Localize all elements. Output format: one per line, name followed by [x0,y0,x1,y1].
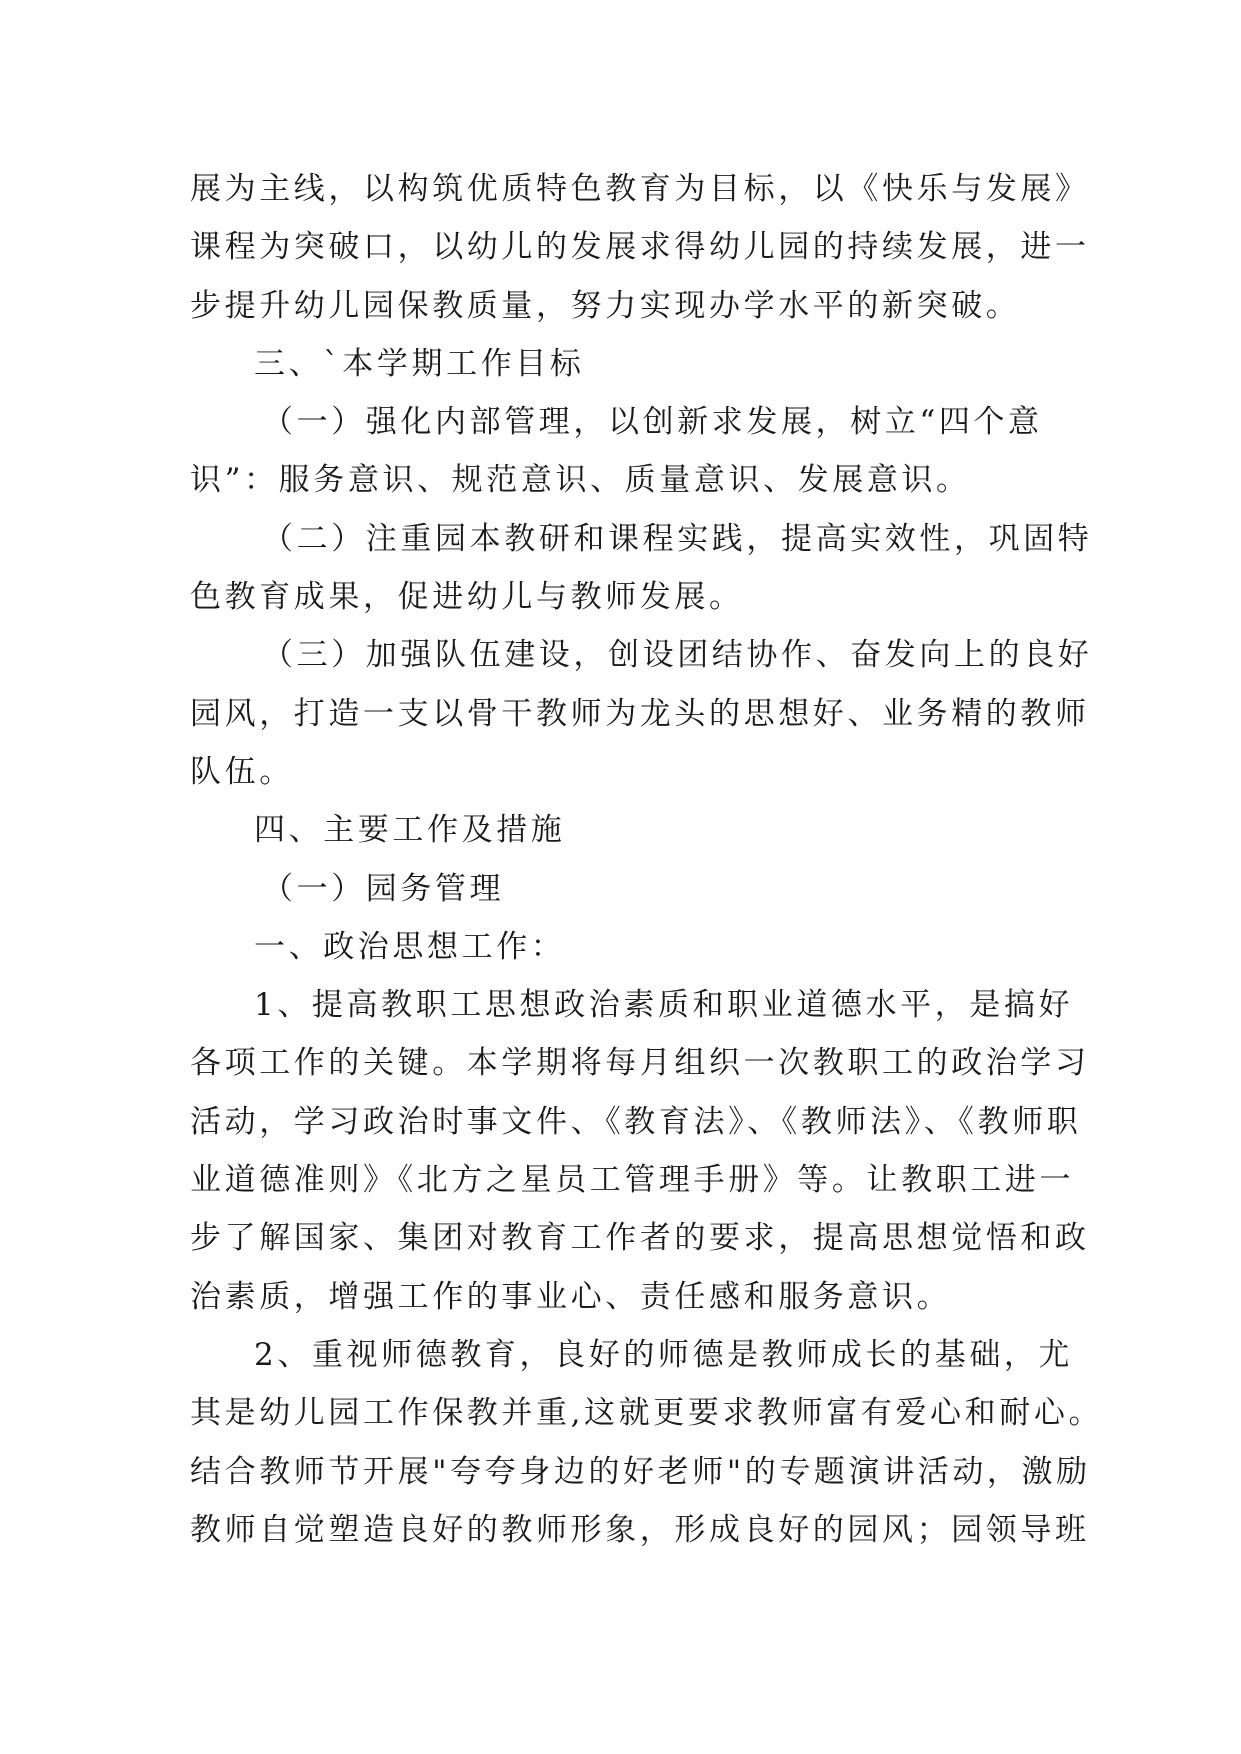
body-line: 步提升幼儿园保教质量，努力实现办学水平的新突破。 [190,287,1021,324]
goal-3-line: 园风，打造一支以骨干教师为龙头的思想好、业务精的教师 [190,695,1090,732]
goal-1-line: 识”：服务意识、规范意识、质量意识、发展意识。 [190,462,971,499]
body-line: 课程为突破口，以幼儿的发展求得幼儿园的持续发展，进一 [190,229,1090,266]
goal-1-line: （一）强化内部管理，以创新求发展，树立“四个意 [262,404,1043,441]
paragraph-2-line: 2、重视师德教育，良好的师德是教师成长的基础，尤 [254,1336,1074,1373]
section-heading-4: 四、主要工作及措施 [254,812,566,849]
goal-3-line: 队伍。 [190,753,294,790]
paragraph-1-line: 治素质，增强工作的事业心、责任感和服务意识。 [190,1278,952,1315]
paragraph-2-line: 教师自觉塑造良好的教师形象，形成良好的园风；园领导班 [190,1511,1090,1548]
paragraph-1-line: 1、提高教职工思想政治素质和职业道德水平，是搞好 [254,987,1074,1024]
item-heading: 一、政治思想工作： [254,928,566,965]
body-line: 展为主线，以构筑优质特色教育为目标，以《快乐与发展》 [190,171,1090,207]
paragraph-1-line: 业道德准则》《北方之星员工管理手册》等。让教职工进一 [190,1162,1075,1199]
paragraph-1-line: 活动，学习政治时事文件、《教育法》、《教师法》、《教师职 [190,1103,1082,1140]
paragraph-2-line: 其是幼儿园工作保教并重,这就更要求教师富有爱心和耐心。 [190,1395,1104,1432]
goal-3-line: （三）加强队伍建设，创设团结协作、奋发向上的良好 [262,637,1093,674]
subsection-heading: （一）园务管理 [262,870,505,907]
paragraph-1-line: 步了解国家、集团对教育工作者的要求，提高思想觉悟和政 [190,1220,1090,1257]
goal-2-line: （二）注重园本教研和课程实践，提高实效性，巩固特 [262,520,1093,557]
goal-2-line: 色教育成果，促进幼儿与教师发展。 [190,579,744,616]
section-heading-3: 三、`本学期工作目标 [254,345,585,382]
paragraph-1-line: 各项工作的关键。本学期将每月组织一次教职工的政治学习 [190,1045,1090,1082]
paragraph-2-line: 结合教师节开展"夸夸身边的好老师"的专题演讲活动，激励 [190,1453,1091,1490]
document-body [190,160,1104,1559]
